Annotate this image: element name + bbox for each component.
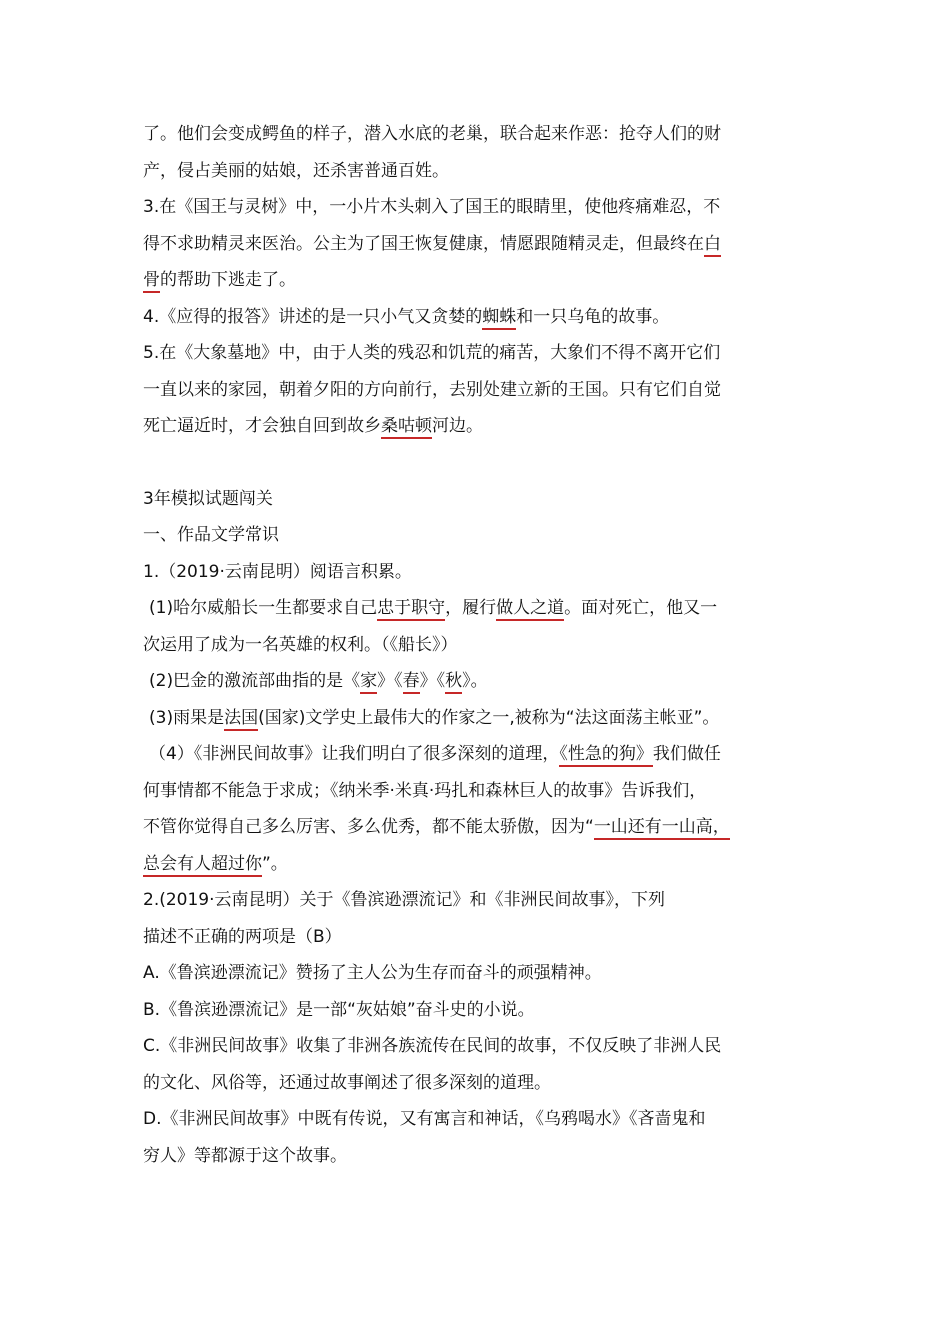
option-c-line-2: 的文化、风俗等，还通过故事阐述了很多深刻的道理。 — [143, 1072, 551, 1093]
option-c-line-1: C.《非洲民间故事》收集了非洲各族流传在民间的故事，不仅反映了非洲人民 — [143, 1036, 722, 1056]
answer-underline: 做人之道 — [496, 598, 564, 621]
text-line: 了。他们会变成鳄鱼的样子，潜入水底的老巢，联合起来作恶：抢夺人们的财 — [143, 124, 721, 144]
answer-underline: 秋 — [445, 671, 462, 694]
answer-underline: 忠于职守 — [377, 598, 445, 621]
text-span: 得不求助精灵来医治。公主为了国王恢复健康，情愿跟随精灵走，但最终在 — [143, 233, 704, 254]
answer-underline: 总会有人超过你 — [143, 854, 262, 877]
text-span: (2)巴金的激流部曲指的是《 — [149, 671, 361, 691]
item-3-line-2 — [143, 226, 808, 263]
section-subheading: 一、作品文学常识 — [143, 525, 279, 545]
answer-underline: 《性急的狗》 — [559, 744, 653, 767]
q1-sub-4-line-2: 何事情都不能急于求成；《纳米季·米真·玛扎和森林巨人的故事》告诉我们， — [143, 780, 707, 801]
text-span: 4.《应得的报答》讲述的是一只小气又贪婪的 — [143, 306, 483, 327]
item-5-line-3 — [143, 408, 808, 445]
q1-sub-1-line-1 — [143, 590, 808, 627]
text-span: 死亡逼近时，才会独自回到故乡 — [143, 416, 381, 436]
text-span: (3)雨果是 — [149, 707, 225, 728]
q1-sub-4-line-1 — [143, 736, 808, 773]
answer-underline: 白 — [704, 234, 721, 257]
text-span: 》《 — [419, 671, 446, 691]
text-span: (1)哈尔威船长一生都要求自己 — [149, 598, 378, 618]
q1-sub-3 — [143, 700, 808, 737]
text-span: 我们做任 — [652, 744, 721, 764]
text-span: （4）《非洲民间故事》让我们明白了很多深刻的道理， — [149, 744, 560, 764]
text-span: 》。 — [462, 671, 488, 691]
answer-underline: 桑咕顿 — [381, 416, 432, 439]
text-span: 》《 — [377, 671, 403, 691]
text-line: 产，侵占美丽的姑娘，还杀害普通百姓。 — [143, 160, 449, 181]
question-2-line-2: 描述不正确的两项是（B） — [143, 926, 342, 947]
spacer — [143, 445, 808, 481]
item-5-line-2: 一直以来的家园，朝着夕阳的方向前行，去别处建立新的王国。只有它们自觉 — [143, 379, 721, 400]
item-5-line-1: 5.在《大象墓地》中，由于人类的残忍和饥荒的痛苦，大象们不得不离开它们 — [143, 343, 721, 363]
text-span: ”。 — [262, 853, 288, 874]
item-3-line-3 — [143, 262, 808, 299]
item-3-line-1: 3.在《国王与灵树》中，一小片木头刺入了国王的眼睛里，使他疼痛难忍，不 — [143, 197, 721, 217]
item-4 — [143, 299, 808, 336]
answer-underline: 骨 — [143, 270, 160, 293]
document-page — [143, 116, 808, 1174]
answer-underline: 蜘蛛 — [482, 307, 516, 330]
q1-sub-1-line-2: 次运用了成为一名英雄的权利。（《船长》） — [143, 634, 458, 655]
text-span: ，履行 — [445, 598, 497, 618]
q1-sub-4-line-3 — [143, 809, 808, 846]
answer-underline: 一山还有一山高， — [594, 817, 730, 840]
text-span: (国家)文学史上最伟大的作家之一,被称为“法这面荡主帐亚”。 — [258, 707, 720, 728]
answer-underline: 春 — [403, 671, 420, 694]
option-d-line-2: 穷人》等都源于这个故事。 — [143, 1145, 347, 1166]
question-2-line-1: 2.(2019·云南昆明）关于《鲁滨逊漂流记》和《非洲民间故事》，下列 — [143, 890, 666, 910]
q1-sub-2 — [143, 663, 808, 700]
q1-sub-4-line-4 — [143, 846, 808, 883]
text-span: 的帮助下逃走了。 — [160, 270, 296, 290]
section-heading: 3年模拟试题闯关 — [143, 488, 273, 509]
option-a: A.《鲁滨逊漂流记》赞扬了主人公为生存而奋斗的顽强精神。 — [143, 963, 602, 983]
option-b: B.《鲁滨逊漂流记》是一部“灰姑娘”奋斗史的小说。 — [143, 999, 535, 1020]
answer-underline: 法国 — [224, 708, 258, 731]
text-span: 不管你觉得自己多么厉害、多么优秀，都不能太骄傲，因为“ — [143, 817, 594, 837]
option-d-line-1: D.《非洲民间故事》中既有传说，又有寓言和神话，《乌鸦喝水》《吝啬鬼和 — [143, 1109, 706, 1129]
text-span: 河边。 — [432, 416, 483, 436]
text-span: 。面对死亡，他又一 — [564, 598, 718, 618]
text-span: 和一只乌龟的故事。 — [516, 306, 670, 327]
answer-underline: 家 — [360, 671, 377, 694]
question-1-title: 1.（2019·云南昆明）阅语言积累。 — [143, 561, 412, 582]
